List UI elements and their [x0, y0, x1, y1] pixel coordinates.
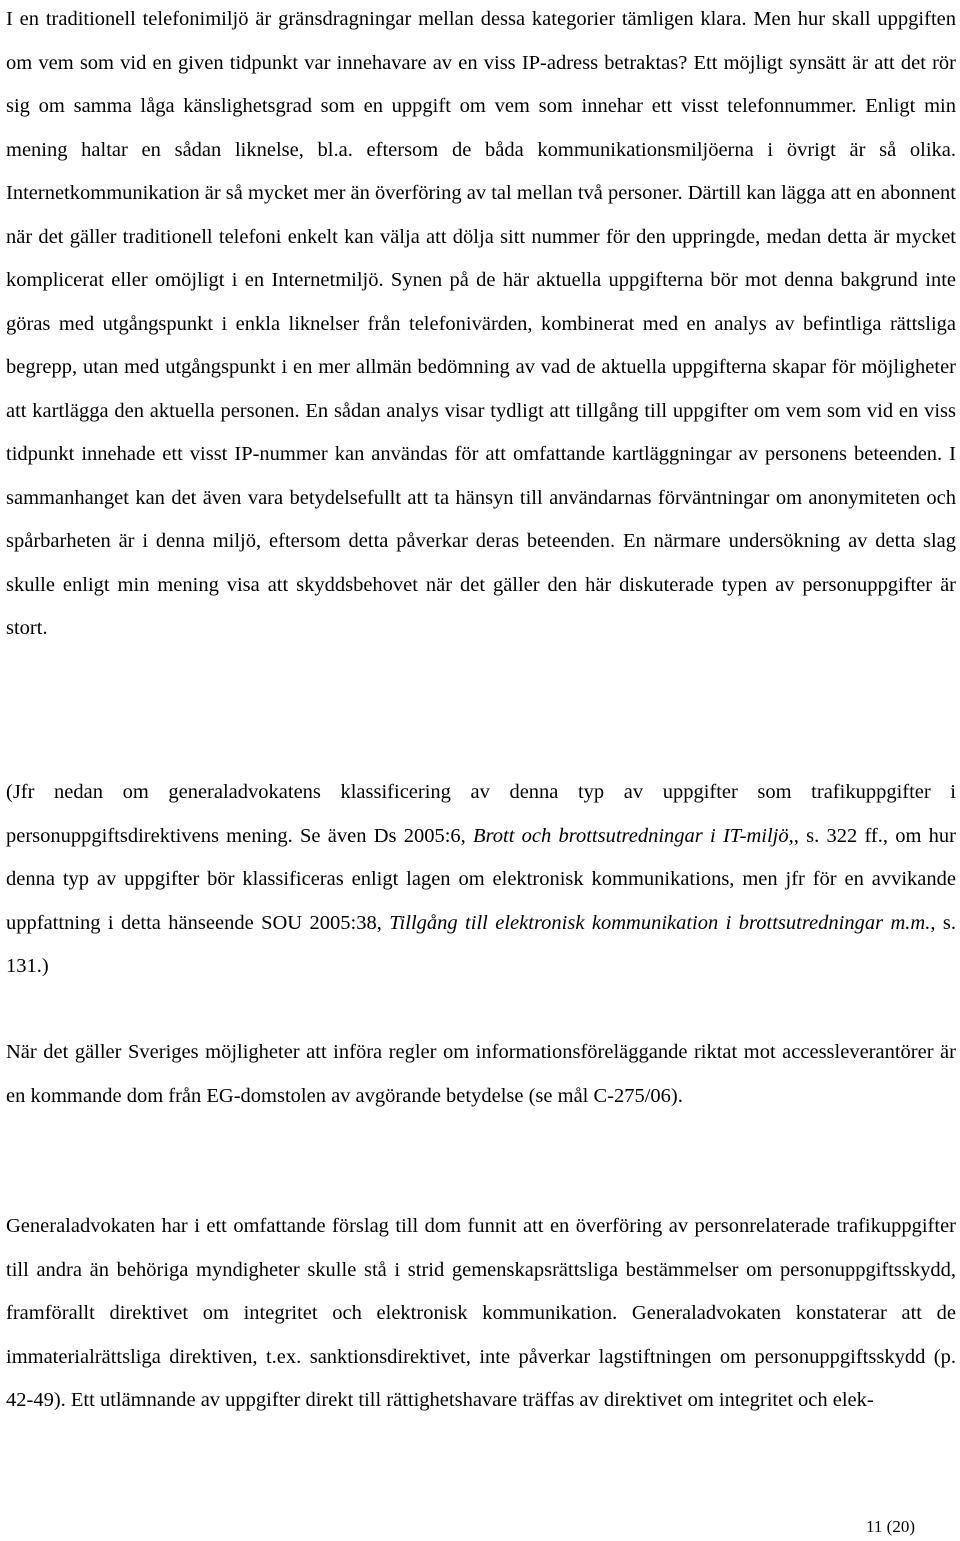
paragraph-1	[6, 0, 956, 651]
paragraph-3-text: När det gäller Sveriges möjligheter att införa regler om informationsföreläggande riktat mot accessleverantörer är en kommande dom från EG-domstolen av avgörande betydelse (se mål C-275/06).	[6, 1041, 956, 1107]
paragraph-2-title-sou: Tillgång till elektronisk kommunikation i brottsutredningar m.m.	[389, 911, 931, 934]
page-number: 11 (20)	[866, 1517, 915, 1536]
paragraph-3	[6, 1031, 956, 1118]
paragraph-1-text: I en traditionell telefonimiljö är gränsdragningar mellan dessa kategorier tämligen klara. Men hur skall uppgiften om vem som vid en given tidpunkt var innehavare av en viss IP-adress betraktas? Ett möjligt synsätt är att det rör sig om samma låga känslighetsgrad som en uppgift om vem som innehar ett visst telefonnummer. Enligt min mening haltar en sådan liknelse, bl.a. eftersom de båda kommunikationsmiljöerna i övrigt är så olika. Internetkommunikation är så mycket mer än överföring av tal mellan två personer. Därtill kan lägga att en abonnent när det gäller traditionell telefoni enkelt kan välja att dölja sitt nummer för den uppringde, medan detta är mycket komplicerat eller omöjligt i en Internetmiljö. Synen på de här aktuella uppgifterna bör mot denna bakgrund inte göras med utgångspunkt i enkla liknelser från telefonivärden, kombinerat med en analys av befintliga rättsliga begrepp, utan med utgångspunkt i en mer allmän bedömning av vad de aktuella uppgifterna skapar för möjligheter att kartlägga den aktuella personen. En sådan analys visar tydligt att tillgång till uppgifter om vem som vid en viss tidpunkt innehade ett visst IP-nummer kan användas för att omfattande kartläggningar av personens beteenden. I sammanhanget kan det även vara betydelsefullt att ta hänsyn till användarnas förväntningar om anonymiteten och spårbarheten är i denna miljö, eftersom detta påverkar deras beteenden. En närmare undersökning av detta slag skulle enligt min mening visa att skyddsbehovet när det gäller den här diskuterade typen av personuppgifter är stort.	[6, 8, 956, 639]
paragraph-4	[6, 1205, 956, 1423]
paragraph-4-text: Generaladvokaten har i ett omfattande förslag till dom funnit att en överföring av personrelaterade trafikuppgifter till andra än behöriga myndigheter skulle stå i strid gemenskapsrättsliga bestämmelser om personuppgiftsskydd, framförallt direktivet om integritet och elektronisk kommunikation. Generaladvokaten konstaterar att de immaterialrättsliga direktiven, t.ex. sanktionsdirektivet, inte påverkar lagstiftningen om personuppgiftsskydd (p. 42-49). Ett utlämnande av uppgifter direkt till rättighetshavare träffas av direktivet om integritet och elek-	[6, 1215, 956, 1411]
paragraph-2-text-a: (Jfr nedan om generaladvokatens klassificering av denna typ av uppgifter som trafikuppgifter i personuppgiftsdirektivens mening. Se även Ds 2005:6,	[6, 781, 956, 847]
paragraph-2-reference-note	[6, 771, 956, 989]
paragraph-2-text-c: , s. 131.)	[6, 911, 956, 977]
paragraph-2-text-b: , s. 322 ff., om hur denna typ av uppgifter bör klassificeras enligt lagen om elektronisk kommunikations, men jfr för en avvikande uppfattning i detta hänseende SOU 2005:38,	[6, 824, 956, 934]
paragraph-2-title-ds: Brott och brottsutredningar i IT-miljö,	[473, 824, 794, 847]
